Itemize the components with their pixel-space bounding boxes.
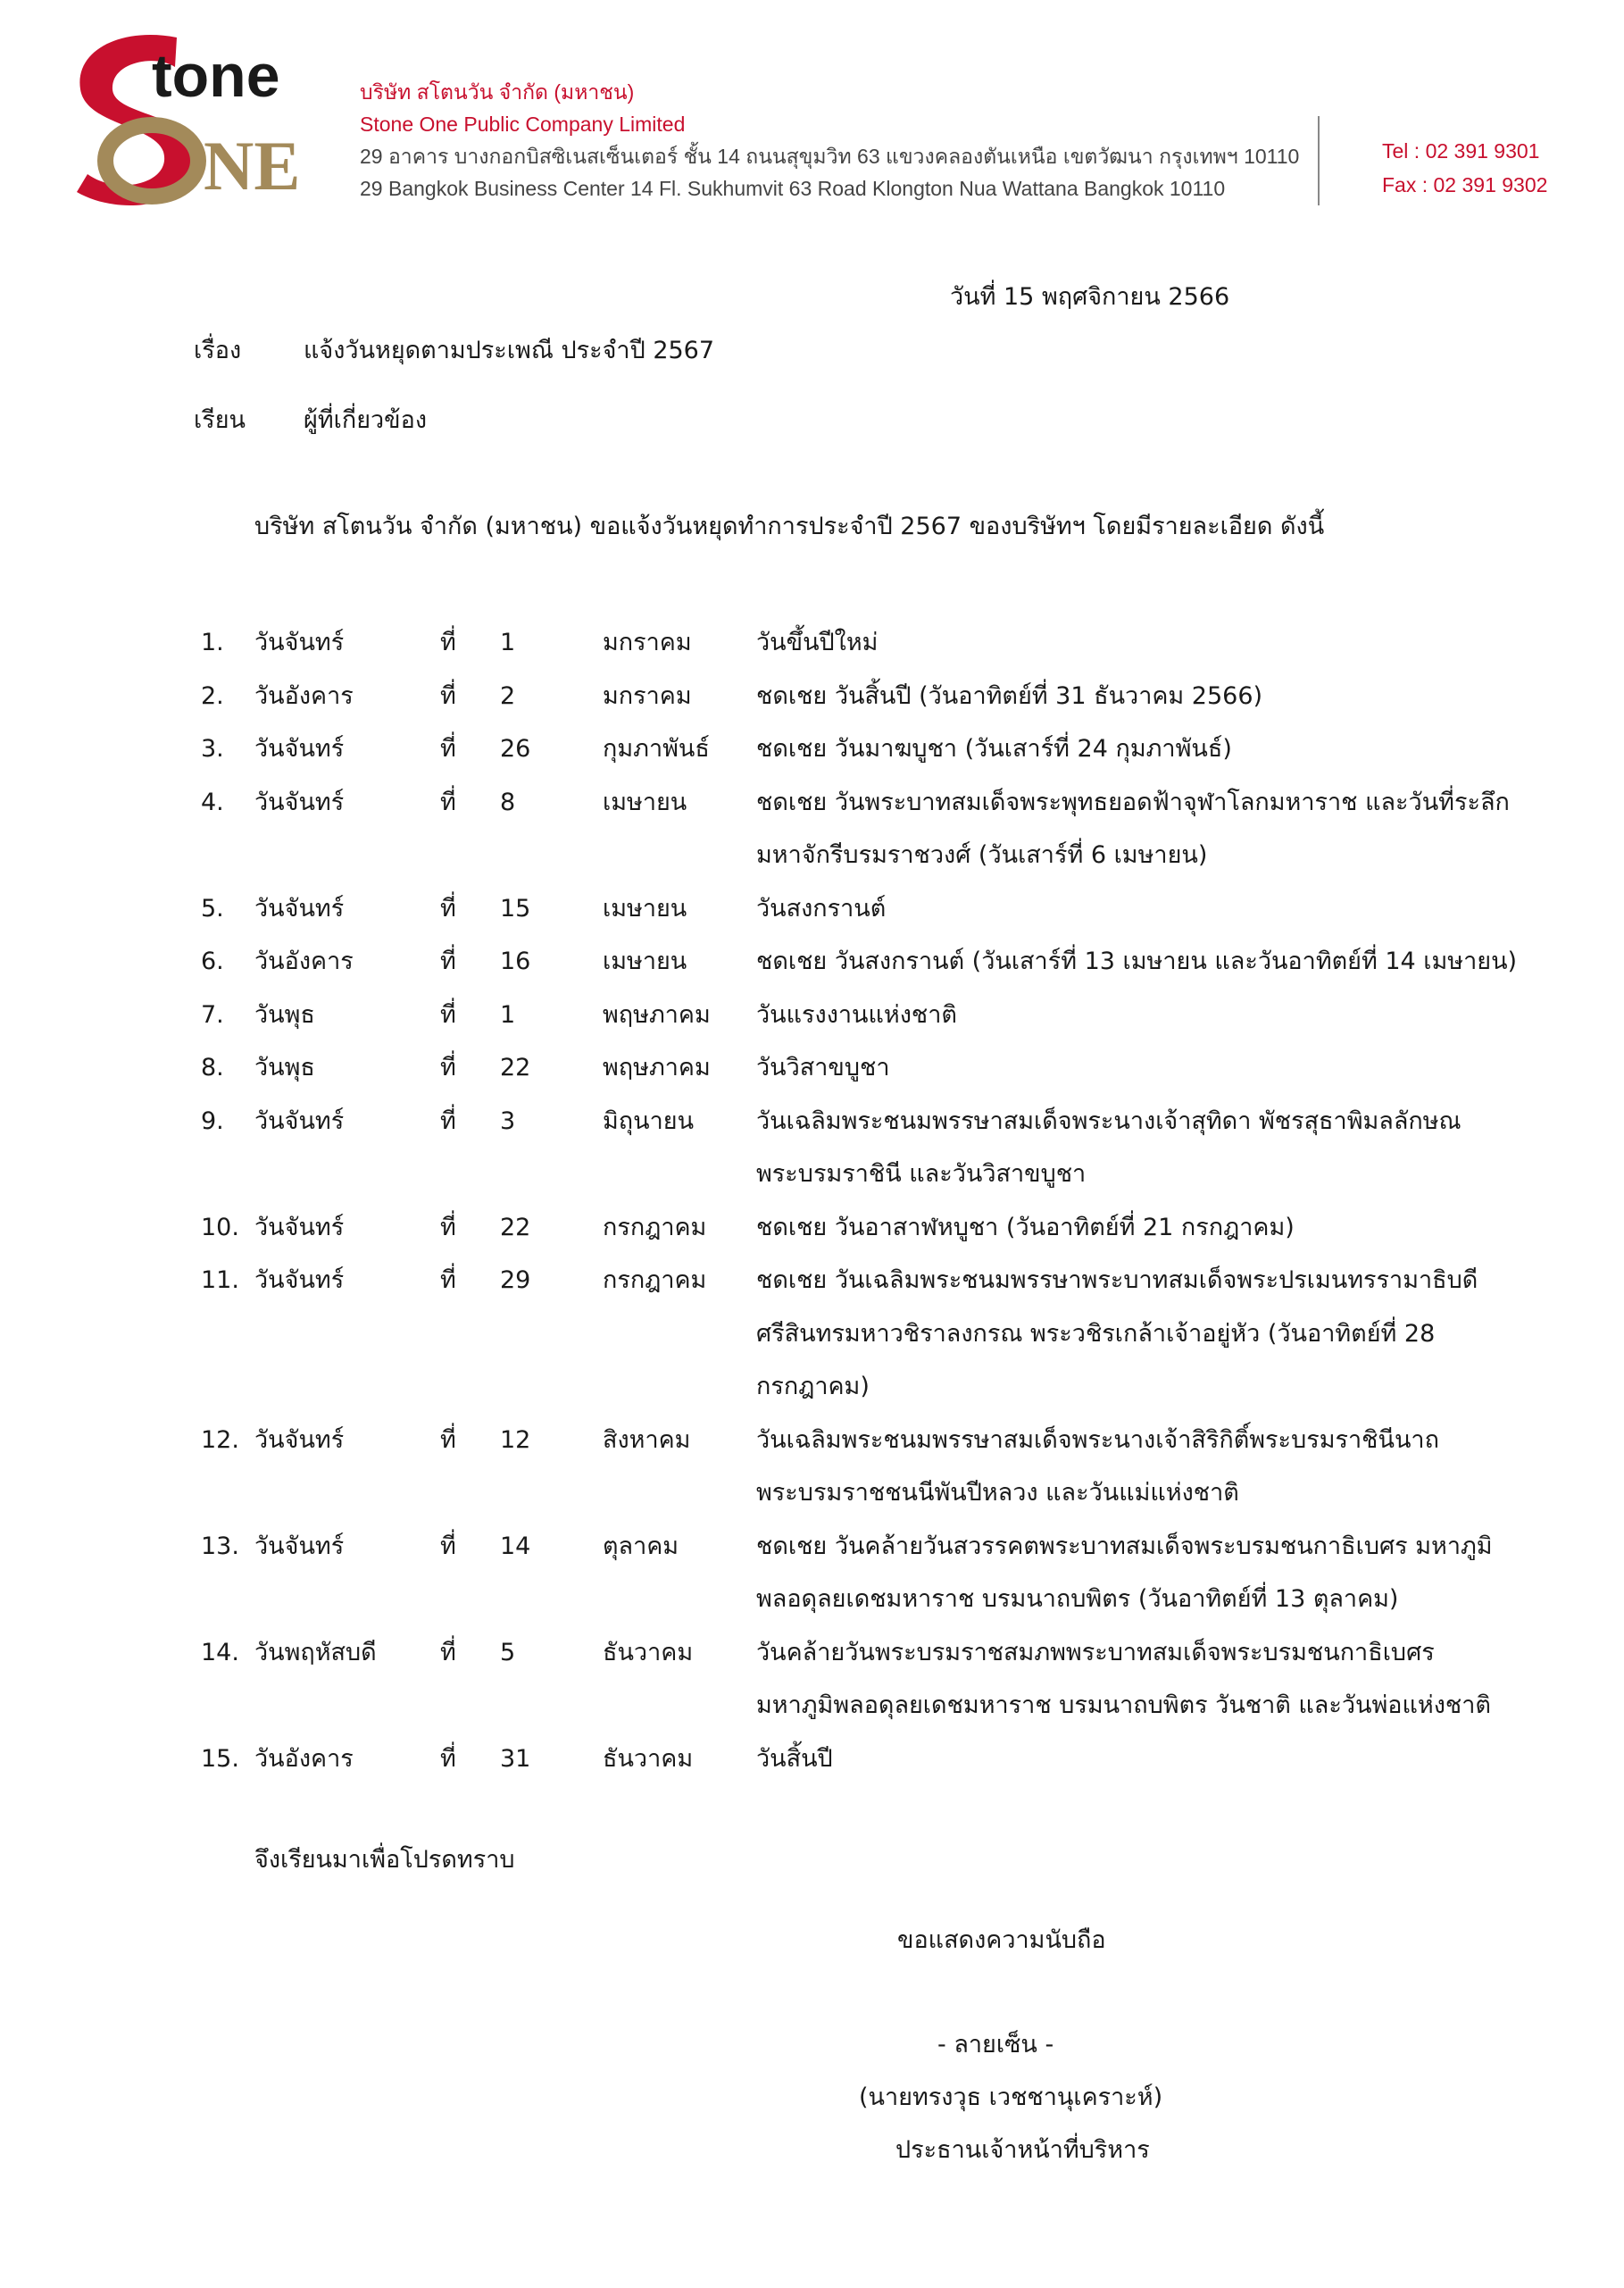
holiday-row	[201, 616, 1540, 670]
intro-paragraph: บริษัท สโตนวัน จำกัด (มหาชน) ขอแจ้งวันหยุดทำการประจำปี 2567 ของบริษัทฯ โดยมีรายละเอียด ดังนี้	[254, 513, 1325, 540]
holiday-description	[756, 722, 1542, 776]
holiday-day: 29	[500, 1266, 531, 1294]
holiday-weekday: วันจันทร์	[254, 1532, 345, 1560]
holiday-description	[756, 935, 1542, 989]
holiday-thi: ที่	[440, 1213, 456, 1241]
holiday-month: ตุลาคม	[603, 1532, 679, 1560]
holiday-month: กรกฎาคม	[603, 1266, 707, 1294]
holiday-number: 12.	[201, 1425, 239, 1454]
holiday-description-line: ชดเชย วันเฉลิมพระชนมพรรษาพระบาทสมเด็จพระปรเมนทรรามาธิบดี	[756, 1266, 1478, 1294]
holiday-description-line: วันเฉลิมพระชนมพรรษาสมเด็จพระนางเจ้าสุทิดา พัชรสุธาพิมลลักษณ	[756, 1106, 1462, 1135]
holiday-number: 11.	[201, 1266, 239, 1294]
holiday-weekday: วันพฤหัสบดี	[254, 1638, 377, 1666]
holiday-description-line: ชดเชย วันสงกรานต์ (วันเสาร์ที่ 13 เมษายน และวันอาทิตย์ที่ 14 เมษายน)	[756, 948, 1518, 975]
holiday-month: มกราคม	[603, 681, 692, 710]
holiday-month: พฤษภาคม	[603, 1054, 711, 1081]
holiday-number: 8.	[201, 1054, 224, 1081]
holiday-day: 8	[500, 788, 516, 816]
holiday-description-line: วันวิสาขบูชา	[756, 1054, 890, 1081]
holiday-day: 12	[500, 1425, 531, 1454]
holiday-description	[756, 1520, 1542, 1626]
holiday-thi: ที่	[440, 1266, 456, 1294]
holiday-description	[756, 1095, 1542, 1201]
holiday-row	[201, 989, 1540, 1042]
holiday-weekday: วันจันทร์	[254, 735, 345, 763]
holiday-thi: ที่	[440, 1638, 456, 1666]
holiday-description-line: พระบรมราชชนนีพันปีหลวง และวันแม่แห่งชาติ	[756, 1479, 1239, 1507]
holiday-description-line: พระบรมราชินี และวันวิสาขบูชา	[756, 1160, 1087, 1188]
holiday-number: 6.	[201, 948, 224, 975]
holiday-description	[756, 1414, 1542, 1520]
holiday-description	[756, 616, 1542, 670]
holiday-weekday: วันจันทร์	[254, 1425, 345, 1454]
holiday-row	[201, 1520, 1540, 1626]
recipient-label: เรียน	[194, 406, 246, 434]
holiday-number: 3.	[201, 735, 224, 763]
holiday-number: 4.	[201, 788, 224, 816]
holiday-thi: ที่	[440, 1000, 456, 1029]
subject-text: แจ้งวันหยุดตามประเพณี ประจำปี 2567	[304, 337, 715, 364]
holiday-description-line: ชดเชย วันสิ้นปี (วันอาทิตย์ที่ 31 ธันวาคม 2566)	[756, 681, 1263, 710]
holiday-day: 2	[500, 681, 516, 710]
holiday-day: 26	[500, 735, 531, 763]
telephone: Tel : 02 391 9301	[1382, 139, 1540, 163]
holiday-day: 3	[500, 1106, 516, 1135]
holiday-list	[201, 616, 1540, 1785]
holiday-row	[201, 1626, 1540, 1733]
regards: ขอแสดงความนับถือ	[897, 1926, 1106, 1954]
address-th: 29 อาคาร บางกอกบิสซิเนสเซ็นเตอร์ ชั้น 14 ถนนสุขุมวิท 63 แขวงคลองตันเหนือ เขตวัฒนา กรุงเทพฯ 10110	[360, 145, 1300, 168]
holiday-day: 31	[500, 1744, 531, 1773]
holiday-thi: ที่	[440, 1744, 456, 1773]
holiday-day: 14	[500, 1532, 531, 1560]
company-info	[360, 76, 1299, 205]
holiday-description-line: ชดเชย วันพระบาทสมเด็จพระพุทธยอดฟ้าจุฬาโลกมหาราช และวันที่ระลึก	[756, 788, 1510, 816]
holiday-thi: ที่	[440, 1532, 456, 1560]
holiday-month: กรกฎาคม	[603, 1213, 707, 1241]
holiday-thi: ที่	[440, 948, 456, 975]
letter-date: วันที่ 15 พฤศจิกายน 2566	[950, 283, 1230, 311]
holiday-month: กุมภาพันธ์	[603, 735, 710, 763]
holiday-month: เมษายน	[603, 948, 687, 975]
company-name-en: Stone One Public Company Limited	[360, 113, 686, 136]
holiday-month: มิถุนายน	[603, 1106, 695, 1135]
holiday-row	[201, 776, 1540, 882]
holiday-description	[756, 882, 1542, 936]
holiday-row	[201, 1733, 1540, 1786]
holiday-thi: ที่	[440, 629, 456, 656]
holiday-thi: ที่	[440, 1054, 456, 1081]
company-name-th: บริษัท สโตนวัน จำกัด (มหาชน)	[360, 80, 635, 104]
contact-info	[1382, 134, 1547, 202]
holiday-weekday: วันจันทร์	[254, 1266, 345, 1294]
holiday-number: 7.	[201, 1000, 224, 1029]
holiday-number: 13.	[201, 1532, 239, 1560]
holiday-day: 22	[500, 1054, 531, 1081]
holiday-description-line: วันคล้ายวันพระบรมราชสมภพพระบาทสมเด็จพระบรมชนกาธิเบศร	[756, 1638, 1435, 1666]
holiday-row	[201, 1041, 1540, 1095]
holiday-description-line: วันแรงงานแห่งชาติ	[756, 1000, 957, 1029]
holiday-description-line: พลอดุลยเดชมหาราช บรมนาถบพิตร (วันอาทิตย์ที่ 13 ตุลาคม)	[756, 1585, 1399, 1613]
holiday-weekday: วันจันทร์	[254, 1106, 345, 1135]
holiday-weekday: วันอังคาร	[254, 948, 354, 975]
holiday-month: สิงหาคม	[603, 1425, 691, 1454]
holiday-thi: ที่	[440, 1425, 456, 1454]
holiday-number: 2.	[201, 681, 224, 710]
company-logo	[70, 27, 311, 210]
holiday-thi: ที่	[440, 788, 456, 816]
holiday-description-line: วันเฉลิมพระชนมพรรษาสมเด็จพระนางเจ้าสิริกิติ์พระบรมราชินีนาถ	[756, 1425, 1439, 1454]
holiday-description	[756, 1626, 1542, 1733]
recipient-text: ผู้ที่เกี่ยวข้อง	[304, 406, 428, 434]
holiday-month: เมษายน	[603, 788, 687, 816]
holiday-description	[756, 1041, 1542, 1095]
holiday-description-line: กรกฎาคม)	[756, 1373, 870, 1400]
holiday-weekday: วันอังคาร	[254, 681, 354, 710]
holiday-row	[201, 1201, 1540, 1255]
holiday-thi: ที่	[440, 894, 456, 923]
holiday-weekday: วันอังคาร	[254, 1744, 354, 1773]
header-divider	[1318, 116, 1320, 205]
holiday-row	[201, 1414, 1540, 1520]
logo-text-bottom: NE	[204, 127, 301, 205]
holiday-month: ธันวาคม	[603, 1638, 694, 1666]
holiday-month: พฤษภาคม	[603, 1000, 711, 1029]
holiday-description	[756, 1254, 1542, 1414]
holiday-description	[756, 670, 1542, 723]
holiday-description-line: วันสงกรานต์	[756, 894, 887, 923]
holiday-day: 1	[500, 629, 516, 656]
holiday-day: 15	[500, 894, 531, 923]
signer-title: ประธานเจ้าหน้าที่บริหาร	[895, 2136, 1150, 2164]
holiday-weekday: วันพุธ	[254, 1054, 315, 1081]
holiday-day: 22	[500, 1213, 531, 1241]
holiday-day: 1	[500, 1000, 516, 1029]
holiday-day: 5	[500, 1638, 516, 1666]
holiday-month: ธันวาคม	[603, 1744, 694, 1773]
holiday-number: 15.	[201, 1744, 239, 1773]
holiday-month: มกราคม	[603, 629, 692, 656]
signature: - ลายเซ็น -	[937, 2031, 1054, 2058]
holiday-thi: ที่	[440, 735, 456, 763]
holiday-weekday: วันจันทร์	[254, 894, 345, 923]
holiday-description-line: ชดเชย วันอาสาฬหบูชา (วันอาทิตย์ที่ 21 กรกฎาคม)	[756, 1213, 1295, 1241]
holiday-row	[201, 1095, 1540, 1201]
holiday-description-line: วันสิ้นปี	[756, 1744, 833, 1773]
holiday-month: เมษายน	[603, 894, 687, 923]
holiday-description	[756, 1201, 1542, 1255]
subject-label: เรื่อง	[194, 337, 242, 364]
holiday-description-line: ชดเชย วันคล้ายวันสวรรคตพระบาทสมเด็จพระบรมชนกาธิเบศร มหาภูมิ	[756, 1532, 1493, 1560]
holiday-description-line: ชดเชย วันมาฆบูชา (วันเสาร์ที่ 24 กุมภาพันธ์)	[756, 735, 1232, 763]
holiday-description-line: วันขึ้นปีใหม่	[756, 629, 879, 656]
holiday-row	[201, 1254, 1540, 1414]
holiday-day: 16	[500, 948, 531, 975]
holiday-number: 5.	[201, 894, 224, 923]
holiday-row	[201, 935, 1540, 989]
holiday-row	[201, 882, 1540, 936]
holiday-thi: ที่	[440, 1106, 456, 1135]
holiday-weekday: วันพุธ	[254, 1000, 315, 1029]
address-en: 29 Bangkok Business Center 14 Fl. Sukhumvit 63 Road Klongton Nua Wattana Bangkok 10110	[360, 177, 1226, 200]
holiday-thi: ที่	[440, 681, 456, 710]
holiday-description-line: มหาจักรีบรมราชวงศ์ (วันเสาร์ที่ 6 เมษายน)	[756, 841, 1208, 869]
holiday-description	[756, 1733, 1542, 1786]
holiday-row	[201, 722, 1540, 776]
signer-name: (นายทรงวุธ เวชชานุเคราะห์)	[859, 2083, 1163, 2111]
holiday-row	[201, 670, 1540, 723]
holiday-number: 10.	[201, 1213, 239, 1241]
holiday-weekday: วันจันทร์	[254, 788, 345, 816]
holiday-number: 1.	[201, 629, 224, 656]
holiday-description	[756, 776, 1542, 882]
holiday-number: 9.	[201, 1106, 224, 1135]
fax: Fax : 02 391 9302	[1382, 173, 1548, 196]
holiday-weekday: วันจันทร์	[254, 1213, 345, 1241]
holiday-description-line: มหาภูมิพลอดุลยเดชมหาราช บรมนาถบพิตร วันชาติ และวันพ่อแห่งชาติ	[756, 1691, 1491, 1719]
holiday-description-line: ศรีสินทรมหาวชิราลงกรณ พระวชิรเกล้าเจ้าอยู่หัว (วันอาทิตย์ที่ 28	[756, 1319, 1436, 1348]
holiday-number: 14.	[201, 1638, 239, 1666]
holiday-description	[756, 989, 1542, 1042]
holiday-weekday: วันจันทร์	[254, 629, 345, 656]
closing-line: จึงเรียนมาเพื่อโปรดทราบ	[254, 1846, 515, 1874]
logo-text-top: tone	[152, 42, 280, 110]
